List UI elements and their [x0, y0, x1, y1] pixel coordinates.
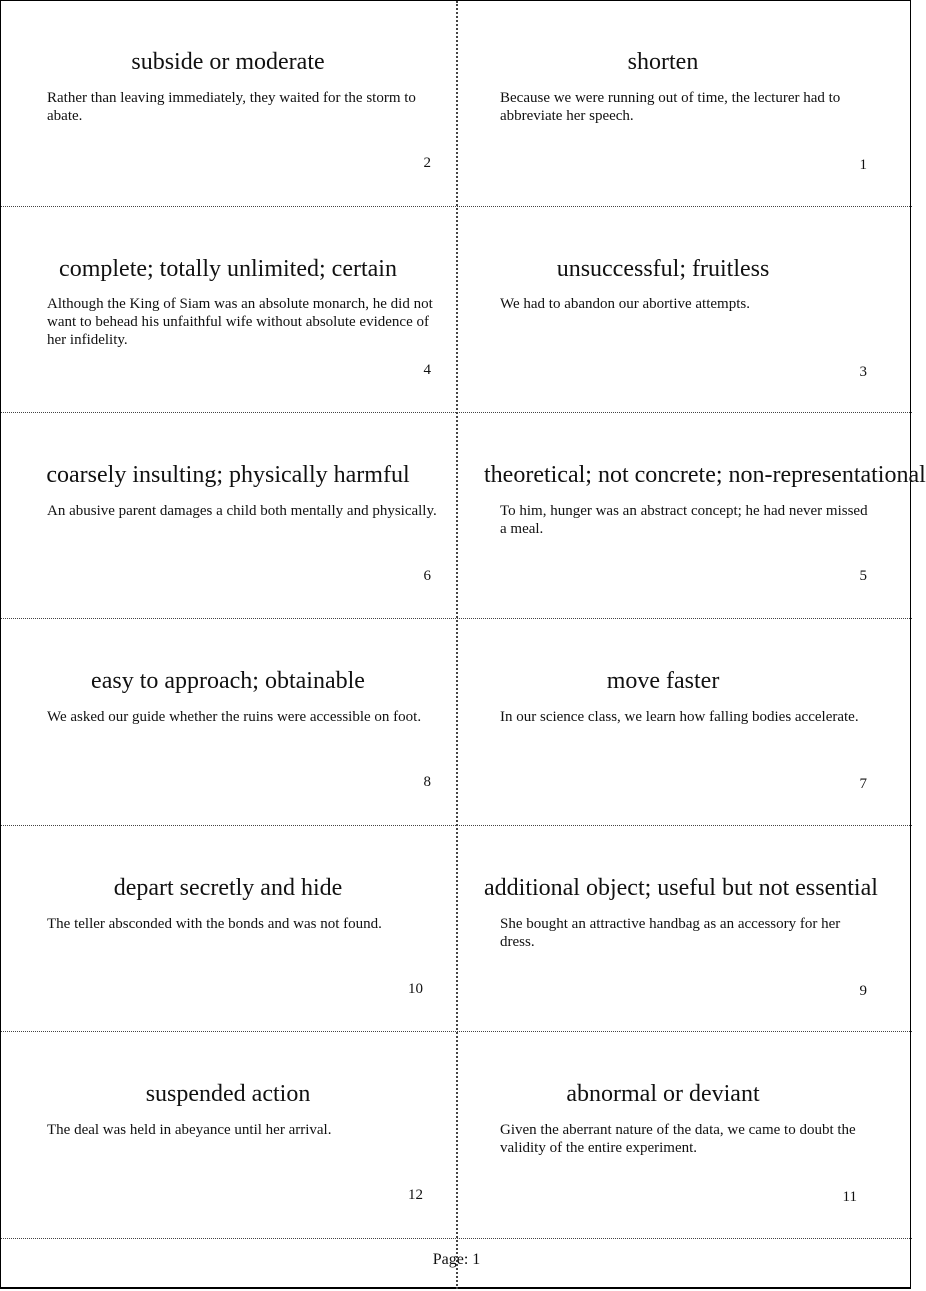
card-number: 6 [423, 568, 431, 584]
card-definition: subside or moderate [131, 49, 325, 75]
card-example-sentence: Although the King of Siam was an absolute monarch, he did not want to behead his unfaithful wife without absolute evidence of her infidelity. [47, 296, 433, 348]
card-example-sentence: We had to abandon our abortive attempts. [500, 296, 750, 312]
card-example-sentence: Given the aberrant nature of the data, we came to doubt the validity of the entire experiment. [500, 1122, 856, 1156]
card-definition: move faster [606, 668, 720, 694]
card-number: 11 [842, 1189, 857, 1205]
vertical-cut-line [456, 1, 458, 1289]
card-number: 9 [859, 983, 867, 999]
flashcard [3, 1033, 443, 1238]
card-example-sentence: Rather than leaving immediately, they waited for the storm to abate. [47, 90, 416, 124]
flashcard [3, 1, 443, 206]
card-example-sentence: To him, hunger was an abstract concept; he had never missed a meal. [500, 503, 868, 537]
card-definition: suspended action [145, 1081, 311, 1107]
card-definition: unsuccessful; fruitless [556, 256, 770, 282]
card-number: 12 [408, 1187, 423, 1203]
flashcard [459, 414, 926, 619]
horizontal-cut-line [1, 825, 912, 826]
card-example-sentence: The deal was held in abeyance until her arrival. [47, 1122, 332, 1138]
card-example-sentence: We asked our guide whether the ruins were accessible on foot. [47, 709, 422, 725]
card-definition: easy to approach; obtainable [91, 668, 365, 694]
card-example-sentence: In our science class, we learn how falling bodies accelerate. [500, 709, 859, 725]
flashcard [459, 1033, 867, 1238]
flashcard [3, 414, 443, 619]
card-number: 2 [423, 155, 431, 171]
card-example-sentence: Because we were running out of time, the lecturer had to abbreviate her speech. [500, 90, 841, 124]
horizontal-cut-line [1, 206, 912, 207]
flashcard [459, 1, 867, 206]
card-example-sentence: The teller absconded with the bonds and was not found. [47, 916, 382, 932]
card-definition: additional object; useful but not essential [484, 875, 878, 901]
flashcard [3, 208, 443, 413]
card-example-sentence: An abusive parent damages a child both mentally and physically. [47, 503, 437, 519]
card-number: 5 [859, 568, 867, 584]
card-definition: abnormal or deviant [566, 1081, 760, 1107]
card-example-sentence: She bought an attractive handbag as an accessory for her dress. [500, 916, 841, 950]
flashcard [459, 208, 867, 413]
card-number: 7 [859, 776, 867, 792]
card-definition: shorten [627, 49, 699, 75]
card-number: 1 [859, 157, 867, 173]
card-definition: theoretical; not concrete; non-representational [484, 462, 926, 488]
flashcard [3, 827, 443, 1032]
page-number-footer: Page: 1 [432, 1251, 481, 1268]
card-number: 10 [408, 981, 423, 997]
horizontal-cut-line [1, 1238, 912, 1239]
flashcard [459, 827, 878, 1032]
flashcard [459, 620, 867, 825]
card-number: 4 [423, 362, 431, 378]
card-number: 8 [423, 774, 431, 790]
card-number: 3 [859, 364, 867, 380]
card-definition: complete; totally unlimited; certain [59, 256, 397, 282]
card-definition: coarsely insulting; physically harmful [46, 462, 410, 488]
card-definition: depart secretly and hide [113, 875, 343, 901]
flashcard [3, 620, 443, 825]
